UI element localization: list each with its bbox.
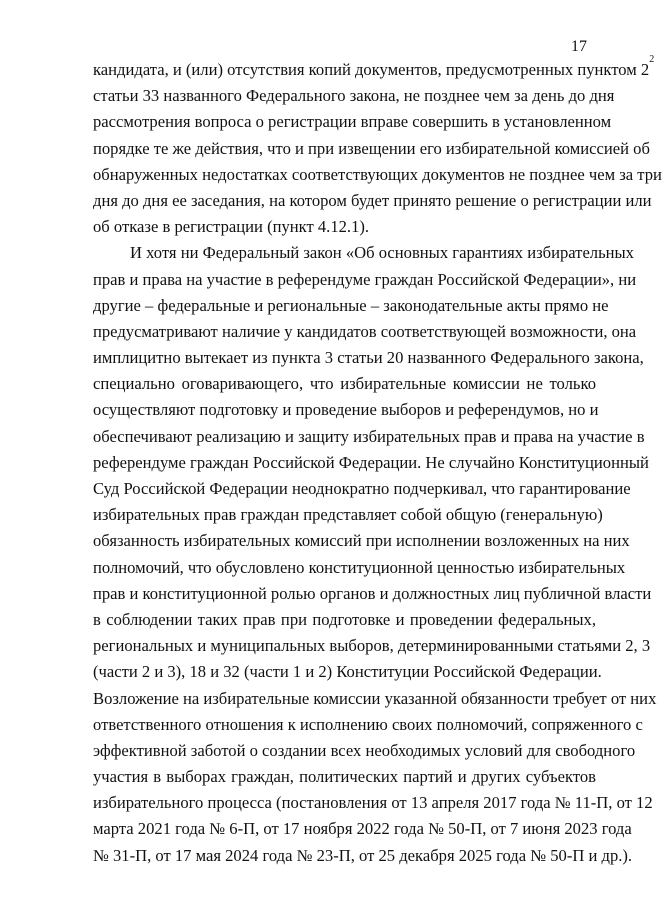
text-line: марта 2021 года № 6-П, от 17 ноября 2022 года № 50-П, от 7 июня 2023 года <box>93 819 632 839</box>
text-line: другие – федеральные и региональные – законодательные акты прямо не <box>93 295 609 315</box>
text-line: региональных и муниципальных выборов, детерминированными статьями 2, 3 <box>93 636 651 656</box>
text-line: прав и конституционной ролью органов и должностных лиц публичной власти <box>93 583 652 603</box>
paragraph-2 <box>93 240 657 869</box>
text-line: Возложение на избирательные комиссии указанной обязанности требует от них <box>93 688 657 708</box>
text-line: об отказе в регистрации (пункт 4.12.1). <box>93 217 370 237</box>
text-line: дня до дня ее заседания, на котором будет принято решение о регистрации или <box>93 190 652 210</box>
text-line: эффективной заботой о создании всех необходимых условий для свободного <box>93 740 636 760</box>
text-line: осуществляют подготовку и проведение выборов и референдумов, но и <box>93 400 599 420</box>
text-line: референдуме граждан Российской Федерации. Не случайно Конституционный <box>93 452 649 472</box>
text-line: (части 2 и 3), 18 и 32 (части 1 и 2) Конституции Российской Федерации. <box>93 662 602 682</box>
text-line: обязанность избирательных комиссий при исполнении возложенных на них <box>93 531 630 551</box>
page-number: 17 <box>571 38 587 55</box>
text-line: полномочий, что обусловлено конституционной ценностью избирательных <box>93 557 626 577</box>
text-line: специально оговаривающего, что избирательные комиссии не только <box>93 374 596 394</box>
text-line: участия в выборах граждан, политических партий и других субъектов <box>93 767 596 787</box>
text-line: в соблюдении таких прав при подготовке и проведении федеральных, <box>93 609 596 629</box>
text-line: кандидата, и (или) отсутствия копий документов, предусмотренных пунктом $2^2$ <box>93 54 655 79</box>
paragraph-1 <box>93 54 662 240</box>
body-text <box>93 54 662 869</box>
text-line: И хотя ни Федеральный закон «Об основных гарантиях избирательных <box>130 243 634 263</box>
text-line: рассмотрения вопроса о регистрации вправе совершить в установленном <box>93 112 612 132</box>
text-line: обнаруженных недостатках соответствующих документов не позднее чем за три <box>93 164 662 184</box>
text-line: избирательного процесса (постановления от 13 апреля 2017 года № 11-П, от 12 <box>93 793 653 813</box>
text-line: № 31-П, от 17 мая 2024 года № 23-П, от 25 декабря 2025 года № 50-П и др.). <box>93 845 633 865</box>
text-line: порядке те же действия, что и при извещении его избирательной комиссией об <box>93 138 650 158</box>
text-line: предусматривают наличие у кандидатов соответствующей возможности, она <box>93 321 637 341</box>
superscript: 2 <box>649 54 655 65</box>
text-line: ответственного отношения к исполнению своих полномочий, сопряженного с <box>93 714 643 734</box>
text-line: обеспечивают реализацию и защиту избирательных прав и права на участие в <box>93 426 645 446</box>
text-line: избирательных прав граждан представляет собой общую (генеральную) <box>93 505 603 525</box>
text-line: прав и права на участие в референдуме граждан Российской Федерации», ни <box>93 269 637 289</box>
text-line: статьи 33 названного Федерального закона, не позднее чем за день до дня <box>93 86 615 106</box>
text-line: Суд Российской Федерации неоднократно подчеркивал, что гарантирование <box>93 479 631 498</box>
text-line: имплицитно вытекает из пункта 3 статьи 20 названного Федерального закона, <box>93 348 644 368</box>
